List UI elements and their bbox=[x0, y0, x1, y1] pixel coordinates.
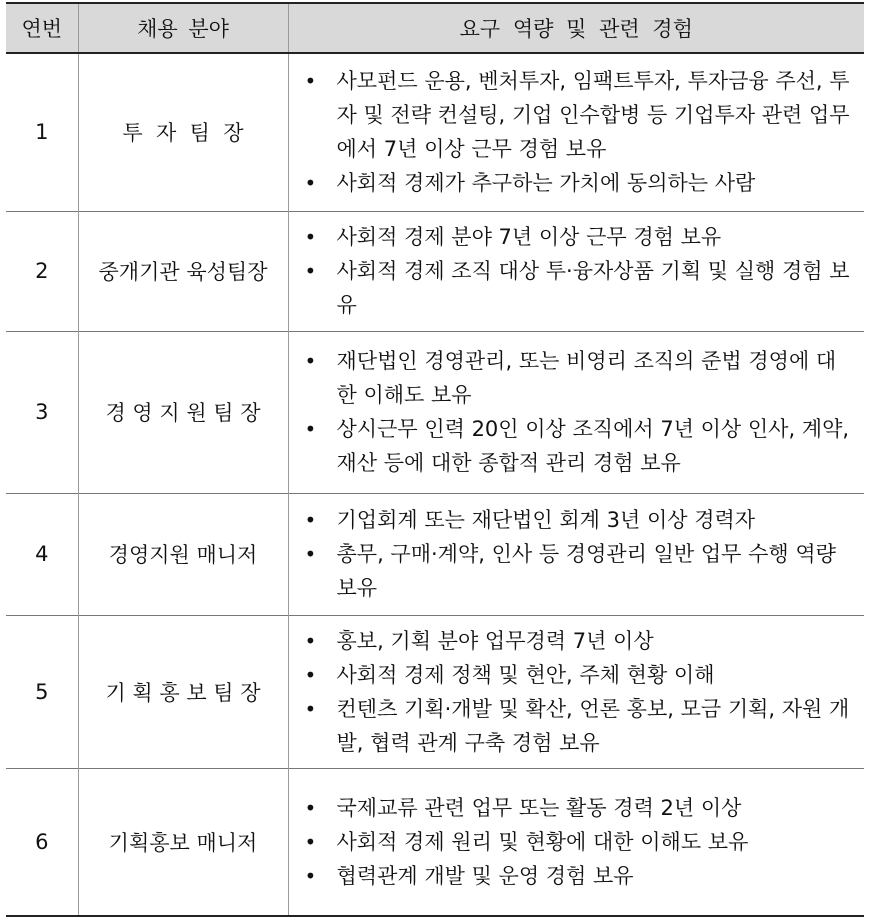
recruitment-field: 경영지원 매니저 bbox=[108, 543, 258, 567]
row-number: 3 bbox=[35, 400, 49, 424]
requirements-list bbox=[299, 344, 857, 480]
header-number: 연번 bbox=[21, 17, 63, 41]
recruitment-field-cell bbox=[78, 211, 288, 331]
row-number: 4 bbox=[35, 542, 49, 566]
requirements-list bbox=[299, 791, 857, 893]
requirements-cell bbox=[288, 331, 864, 493]
header-field: 채용 분야 bbox=[78, 3, 288, 53]
requirements-list bbox=[299, 64, 857, 200]
header-row bbox=[6, 3, 864, 53]
requirement-item: • 컨텐츠 기획·개발 및 확산, 언론 홍보, 모금 기획, 자원 개발, 협력 관계 구축 경험 보유 bbox=[299, 692, 857, 760]
table-row bbox=[6, 53, 864, 211]
requirement-item: • 사회적 경제 정책 및 현안, 주체 현황 이해 bbox=[299, 658, 857, 692]
recruitment-field: 경 영 지 원 팀 장 bbox=[105, 401, 261, 425]
requirements-cell bbox=[288, 211, 864, 331]
row-number: 6 bbox=[35, 829, 49, 854]
requirements-cell bbox=[288, 53, 864, 211]
row-number: 2 bbox=[35, 259, 49, 283]
requirement-item: • 총무, 구매·계약, 인사 등 경영관리 일반 업무 수행 역량 보유 bbox=[299, 537, 857, 605]
requirements-list bbox=[299, 503, 857, 605]
recruitment-field-cell bbox=[78, 331, 288, 493]
requirements-list bbox=[299, 624, 857, 760]
header-requirements: 요구 역량 및 관련 경험 bbox=[288, 3, 864, 53]
row-number: 5 bbox=[35, 679, 49, 704]
requirement-item: • 사회적 경제 분야 7년 이상 근무 경험 보유 bbox=[299, 220, 857, 254]
requirement-item: • 사회적 경제 원리 및 현황에 대한 이해도 보유 bbox=[299, 825, 857, 859]
recruitment-field: 중개기관 육성팀장 bbox=[98, 260, 268, 284]
row-number: 1 bbox=[35, 120, 49, 145]
requirements-cell bbox=[288, 615, 864, 768]
requirement-item: • 사회적 경제 조직 대상 투·융자상품 기획 및 실행 경험 보유 bbox=[299, 254, 857, 322]
recruitment-field: 투 자 팀 장 bbox=[122, 121, 244, 146]
recruitment-field-cell bbox=[78, 53, 288, 211]
requirement-item: • 사회적 경제가 추구하는 가치에 동의하는 사람 bbox=[299, 166, 857, 200]
recruitment-field-cell bbox=[78, 615, 288, 768]
requirement-item: • 국제교류 관련 업무 또는 활동 경력 2년 이상 bbox=[299, 791, 857, 825]
recruitment-field: 기 획 홍 보 팀 장 bbox=[105, 680, 261, 705]
requirements-list bbox=[299, 220, 857, 322]
recruitment-field-cell bbox=[78, 493, 288, 615]
requirement-item: • 협력관계 개발 및 운영 경험 보유 bbox=[299, 859, 857, 893]
requirement-item: • 상시근무 인력 20인 이상 조직에서 7년 이상 인사, 계약, 재산 등에 대한 종합적 관리 경험 보유 bbox=[299, 412, 857, 480]
requirement-item: • 홍보, 기획 분야 업무경력 7년 이상 bbox=[299, 624, 857, 658]
table-body bbox=[6, 53, 864, 916]
requirements-cell bbox=[288, 493, 864, 615]
table-row bbox=[6, 615, 864, 768]
requirements-cell bbox=[288, 768, 864, 916]
requirement-item: • 기업회계 또는 재단법인 회계 3년 이상 경력자 bbox=[299, 503, 857, 537]
requirement-item: • 재단법인 경영관리, 또는 비영리 조직의 준법 경영에 대한 이해도 보유 bbox=[299, 344, 857, 412]
table-row bbox=[6, 493, 864, 615]
recruitment-field-cell bbox=[78, 768, 288, 916]
recruitment-field: 기획홍보 매니저 bbox=[108, 830, 258, 855]
table-row bbox=[6, 331, 864, 493]
requirement-item: • 사모펀드 운용, 벤처투자, 임팩트투자, 투자금융 주선, 투자 및 전략 컨설팅, 기업 인수합병 등 기업투자 관련 업무에서 7년 이상 근무 경험 보유 bbox=[299, 64, 857, 166]
recruitment-table bbox=[6, 2, 864, 917]
table-row bbox=[6, 211, 864, 331]
table-row bbox=[6, 768, 864, 916]
